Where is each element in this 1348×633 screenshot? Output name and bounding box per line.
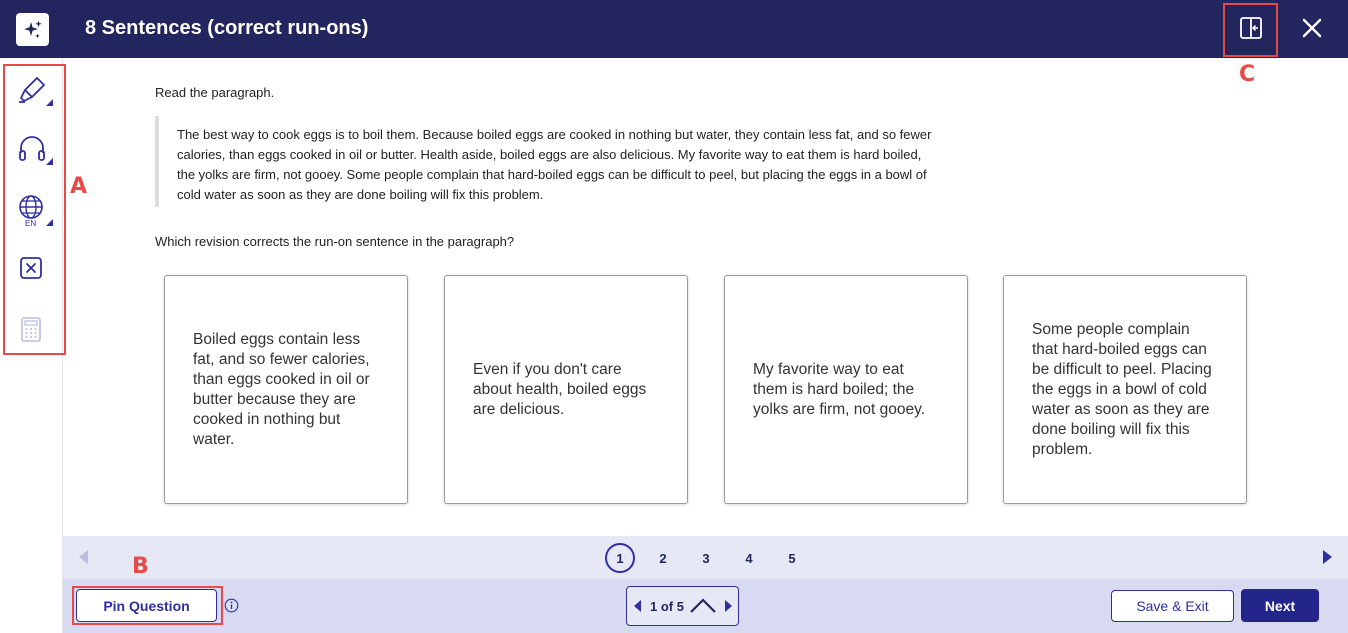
eliminate-icon[interactable] (15, 251, 51, 287)
question-counter[interactable] (626, 586, 739, 626)
info-icon[interactable] (224, 598, 239, 613)
expand-indicator (46, 158, 53, 165)
answer-choice-2[interactable] (444, 275, 688, 504)
previous-page-icon[interactable] (79, 550, 88, 564)
counter-next-icon[interactable] (725, 600, 732, 612)
expand-indicator (46, 99, 53, 106)
question-pager (63, 536, 1348, 579)
save-exit-button[interactable]: Save & Exit (1111, 590, 1234, 622)
highlighter-icon[interactable] (15, 72, 51, 108)
bottom-bar (63, 579, 1348, 633)
answer-choice-text: Boiled eggs contain less fat, and so fewer calories, than eggs cooked in oil or butter because they are cooked in nothing but water. (193, 330, 370, 448)
expand-indicator (46, 219, 53, 226)
callout-label-a: A (70, 174, 88, 199)
close-icon[interactable] (1300, 16, 1324, 40)
answer-choice-3[interactable] (724, 275, 968, 504)
page-2-button[interactable]: 2 (659, 550, 667, 566)
counter-text: 1 of 5 (650, 599, 684, 614)
page-title: 8 Sentences (correct run-ons) (85, 17, 369, 39)
pin-question-button[interactable]: Pin Question (76, 589, 217, 622)
callout-label-b: B (132, 554, 149, 579)
answer-choice-1[interactable] (164, 275, 408, 504)
answer-choice-text: My favorite way to eat them is hard boiled; the yolks are firm, not gooey. (753, 360, 926, 418)
prompt-text: Read the paragraph. (155, 85, 275, 100)
tool-sidebar (0, 58, 63, 633)
answer-choice-4[interactable] (1003, 275, 1247, 504)
page-4-button[interactable]: 4 (745, 550, 753, 566)
collapse-panel-icon[interactable] (1238, 15, 1264, 41)
counter-prev-icon[interactable] (634, 600, 641, 612)
question-text: Which revision corrects the run-on sentence in the paragraph? (155, 234, 515, 249)
calculator-icon (15, 312, 51, 348)
headphones-icon[interactable] (15, 131, 51, 167)
callout-label-c: C (1239, 62, 1256, 87)
page-5-button[interactable]: 5 (788, 550, 796, 566)
passage-text: The best way to cook eggs is to boil them. Because boiled eggs are cooked in nothing but water, they contain less fat, and so fewer calories, than eggs cooked in oil or butter. Health aside, boiled eggs are also delicious. My favorite way to eat them is hard boiled, the yolks are firm, not gooey. Some people complain that hard-boiled eggs can be difficult to peel, but placing the eggs in a bowl of cold water as soon as they are done boiling will fix this problem. (155, 116, 935, 207)
page-3-button[interactable]: 3 (702, 550, 710, 566)
sparkle-icon[interactable] (16, 13, 49, 46)
next-page-icon[interactable] (1323, 550, 1332, 564)
answer-choice-text: Some people complain that hard-boiled eggs can be difficult to peel. Placing the eggs in a bowl of cold water as soon as they are done boiling will fix this problem. (1032, 320, 1212, 458)
language-code: EN (25, 219, 37, 228)
top-bar (0, 0, 1348, 58)
page-1-button[interactable]: 1 (605, 543, 635, 573)
answer-choice-text: Even if you don't care about health, boiled eggs are delicious. (473, 360, 647, 418)
chevron-up-icon[interactable] (689, 597, 717, 615)
next-button[interactable]: Next (1241, 589, 1319, 622)
globe-icon[interactable] (15, 192, 51, 228)
question-area (63, 58, 1348, 536)
